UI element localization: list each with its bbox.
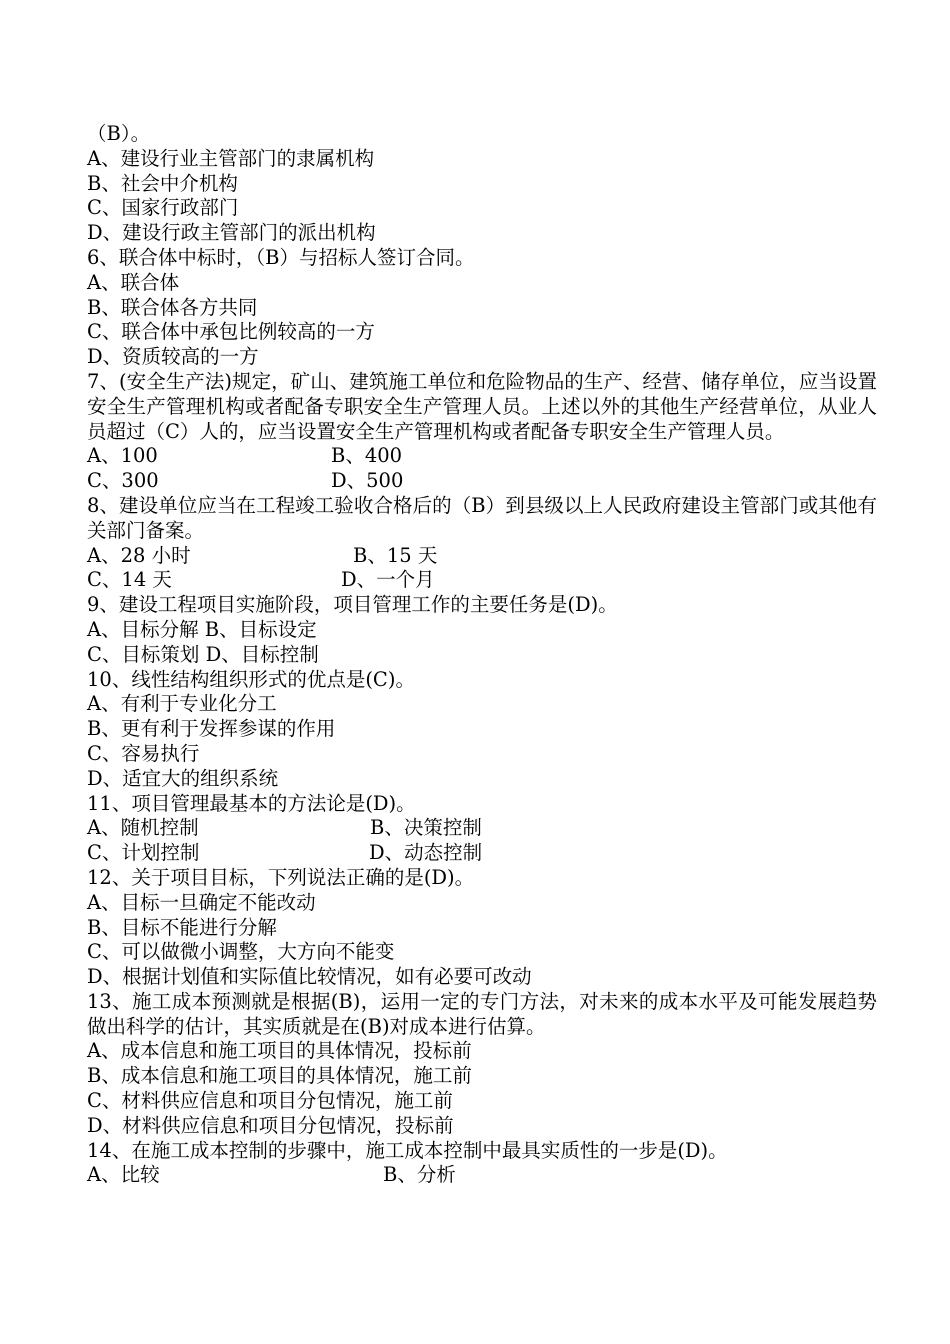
q14-option-a: A、比较 <box>87 1163 160 1187</box>
q8-option-b: B、15 天 <box>353 543 438 567</box>
q8-option-a: A、28 小时 <box>87 543 191 567</box>
question-5-stem-end: （B）。 <box>87 122 151 145</box>
q10-option-b: B、更有利于发挥参谋的作用 <box>87 717 336 741</box>
q5-option-b: B、社会中介机构 <box>87 171 238 195</box>
q6-option-c: C、联合体中承包比例较高的一方 <box>87 320 375 344</box>
q7-options-row-2 <box>87 469 877 494</box>
q6-option-a: A、联合体 <box>87 270 180 294</box>
q8-option-d: D、一个月 <box>341 568 435 592</box>
q11-options-row-1 <box>87 816 877 841</box>
q5-option-a: A、建设行业主管部门的隶属机构 <box>87 146 375 170</box>
q5-option-c: C、国家行政部门 <box>87 196 239 220</box>
q12-option-c: C、可以做微小调整，大方向不能变 <box>87 940 395 964</box>
q12-option-d: D、根据计划值和实际值比较情况，如有必要可改动 <box>87 965 532 989</box>
q13-option-c: C、材料供应信息和项目分包情况，施工前 <box>87 1089 453 1113</box>
q10-option-a: A、有利于专业化分工 <box>87 692 277 716</box>
q8-options-row-1 <box>87 544 877 569</box>
q12-option-b: B、目标不能进行分解 <box>87 915 277 939</box>
q13-option-a: A、成本信息和施工项目的具体情况，投标前 <box>87 1039 472 1063</box>
q14-options-row-1 <box>87 1163 877 1188</box>
q10-option-d: D、适宜大的组织系统 <box>87 766 279 790</box>
document-page <box>87 122 877 1188</box>
q7-option-d: D、500 <box>331 469 404 493</box>
q11-option-a: A、随机控制 <box>87 816 199 840</box>
q9-options-cd: C、目标策划 D、目标控制 <box>87 642 319 666</box>
question-6: 6、联合体中标时，（B）与招标人签订合同。 <box>87 245 475 269</box>
question-14: 14、在施工成本控制的步骤中，施工成本控制中最具实质性的一步是(D)。 <box>87 1138 728 1162</box>
q7-options-row-1 <box>87 444 877 469</box>
q5-option-d: D、建设行政主管部门的派出机构 <box>87 221 376 245</box>
q8-option-c: C、14 天 <box>87 568 172 592</box>
question-9: 9、建设工程项目实施阶段，项目管理工作的主要任务是(D)。 <box>87 593 618 617</box>
question-7: 7、(安全生产法)规定，矿山、建筑施工单位和危险物品的生产、经营、储存单位，应当设置安全生产管理机构或者配备专职安全生产管理人员。上述以外的其他生产经营单位，从业人员超过（C）人的，应当设置安全生产管理机构或者配备专职安全生产管理人员。 <box>87 369 877 443</box>
q11-option-d: D、动态控制 <box>369 841 483 865</box>
q10-option-c: C、容易执行 <box>87 741 200 765</box>
question-8: 8、建设单位应当在工程竣工验收合格后的（B）到县级以上人民政府建设主管部门或其他有关部门备案。 <box>87 493 877 542</box>
q9-options-ab: A、目标分解 B、目标设定 <box>87 617 317 641</box>
q7-option-a: A、100 <box>87 444 158 468</box>
question-13: 13、施工成本预测就是根据(B)，运用一定的专门方法，对未来的成本水平及可能发展趋势做出科学的估计，其实质就是在(B)对成本进行估算。 <box>87 989 877 1038</box>
q7-option-b: B、400 <box>331 444 403 468</box>
q13-option-d: D、材料供应信息和项目分包情况，投标前 <box>87 1113 454 1137</box>
q7-option-c: C、300 <box>87 469 159 493</box>
question-12: 12、关于项目目标，下列说法正确的是(D)。 <box>87 865 475 889</box>
question-10: 10、线性结构组织形式的优点是(C)。 <box>87 667 415 691</box>
q13-option-b: B、成本信息和施工项目的具体情况，施工前 <box>87 1064 472 1088</box>
q6-option-d: D、资质较高的一方 <box>87 345 259 369</box>
q11-option-b: B、决策控制 <box>370 816 482 840</box>
q11-options-row-2 <box>87 841 877 866</box>
q6-option-b: B、联合体各方共同 <box>87 295 258 319</box>
q12-option-a: A、目标一旦确定不能改动 <box>87 890 316 914</box>
q8-options-row-2 <box>87 568 877 593</box>
q14-option-b: B、分析 <box>383 1163 456 1187</box>
question-11: 11、项目管理最基本的方法论是(D)。 <box>87 791 416 815</box>
q11-option-c: C、计划控制 <box>87 841 200 865</box>
